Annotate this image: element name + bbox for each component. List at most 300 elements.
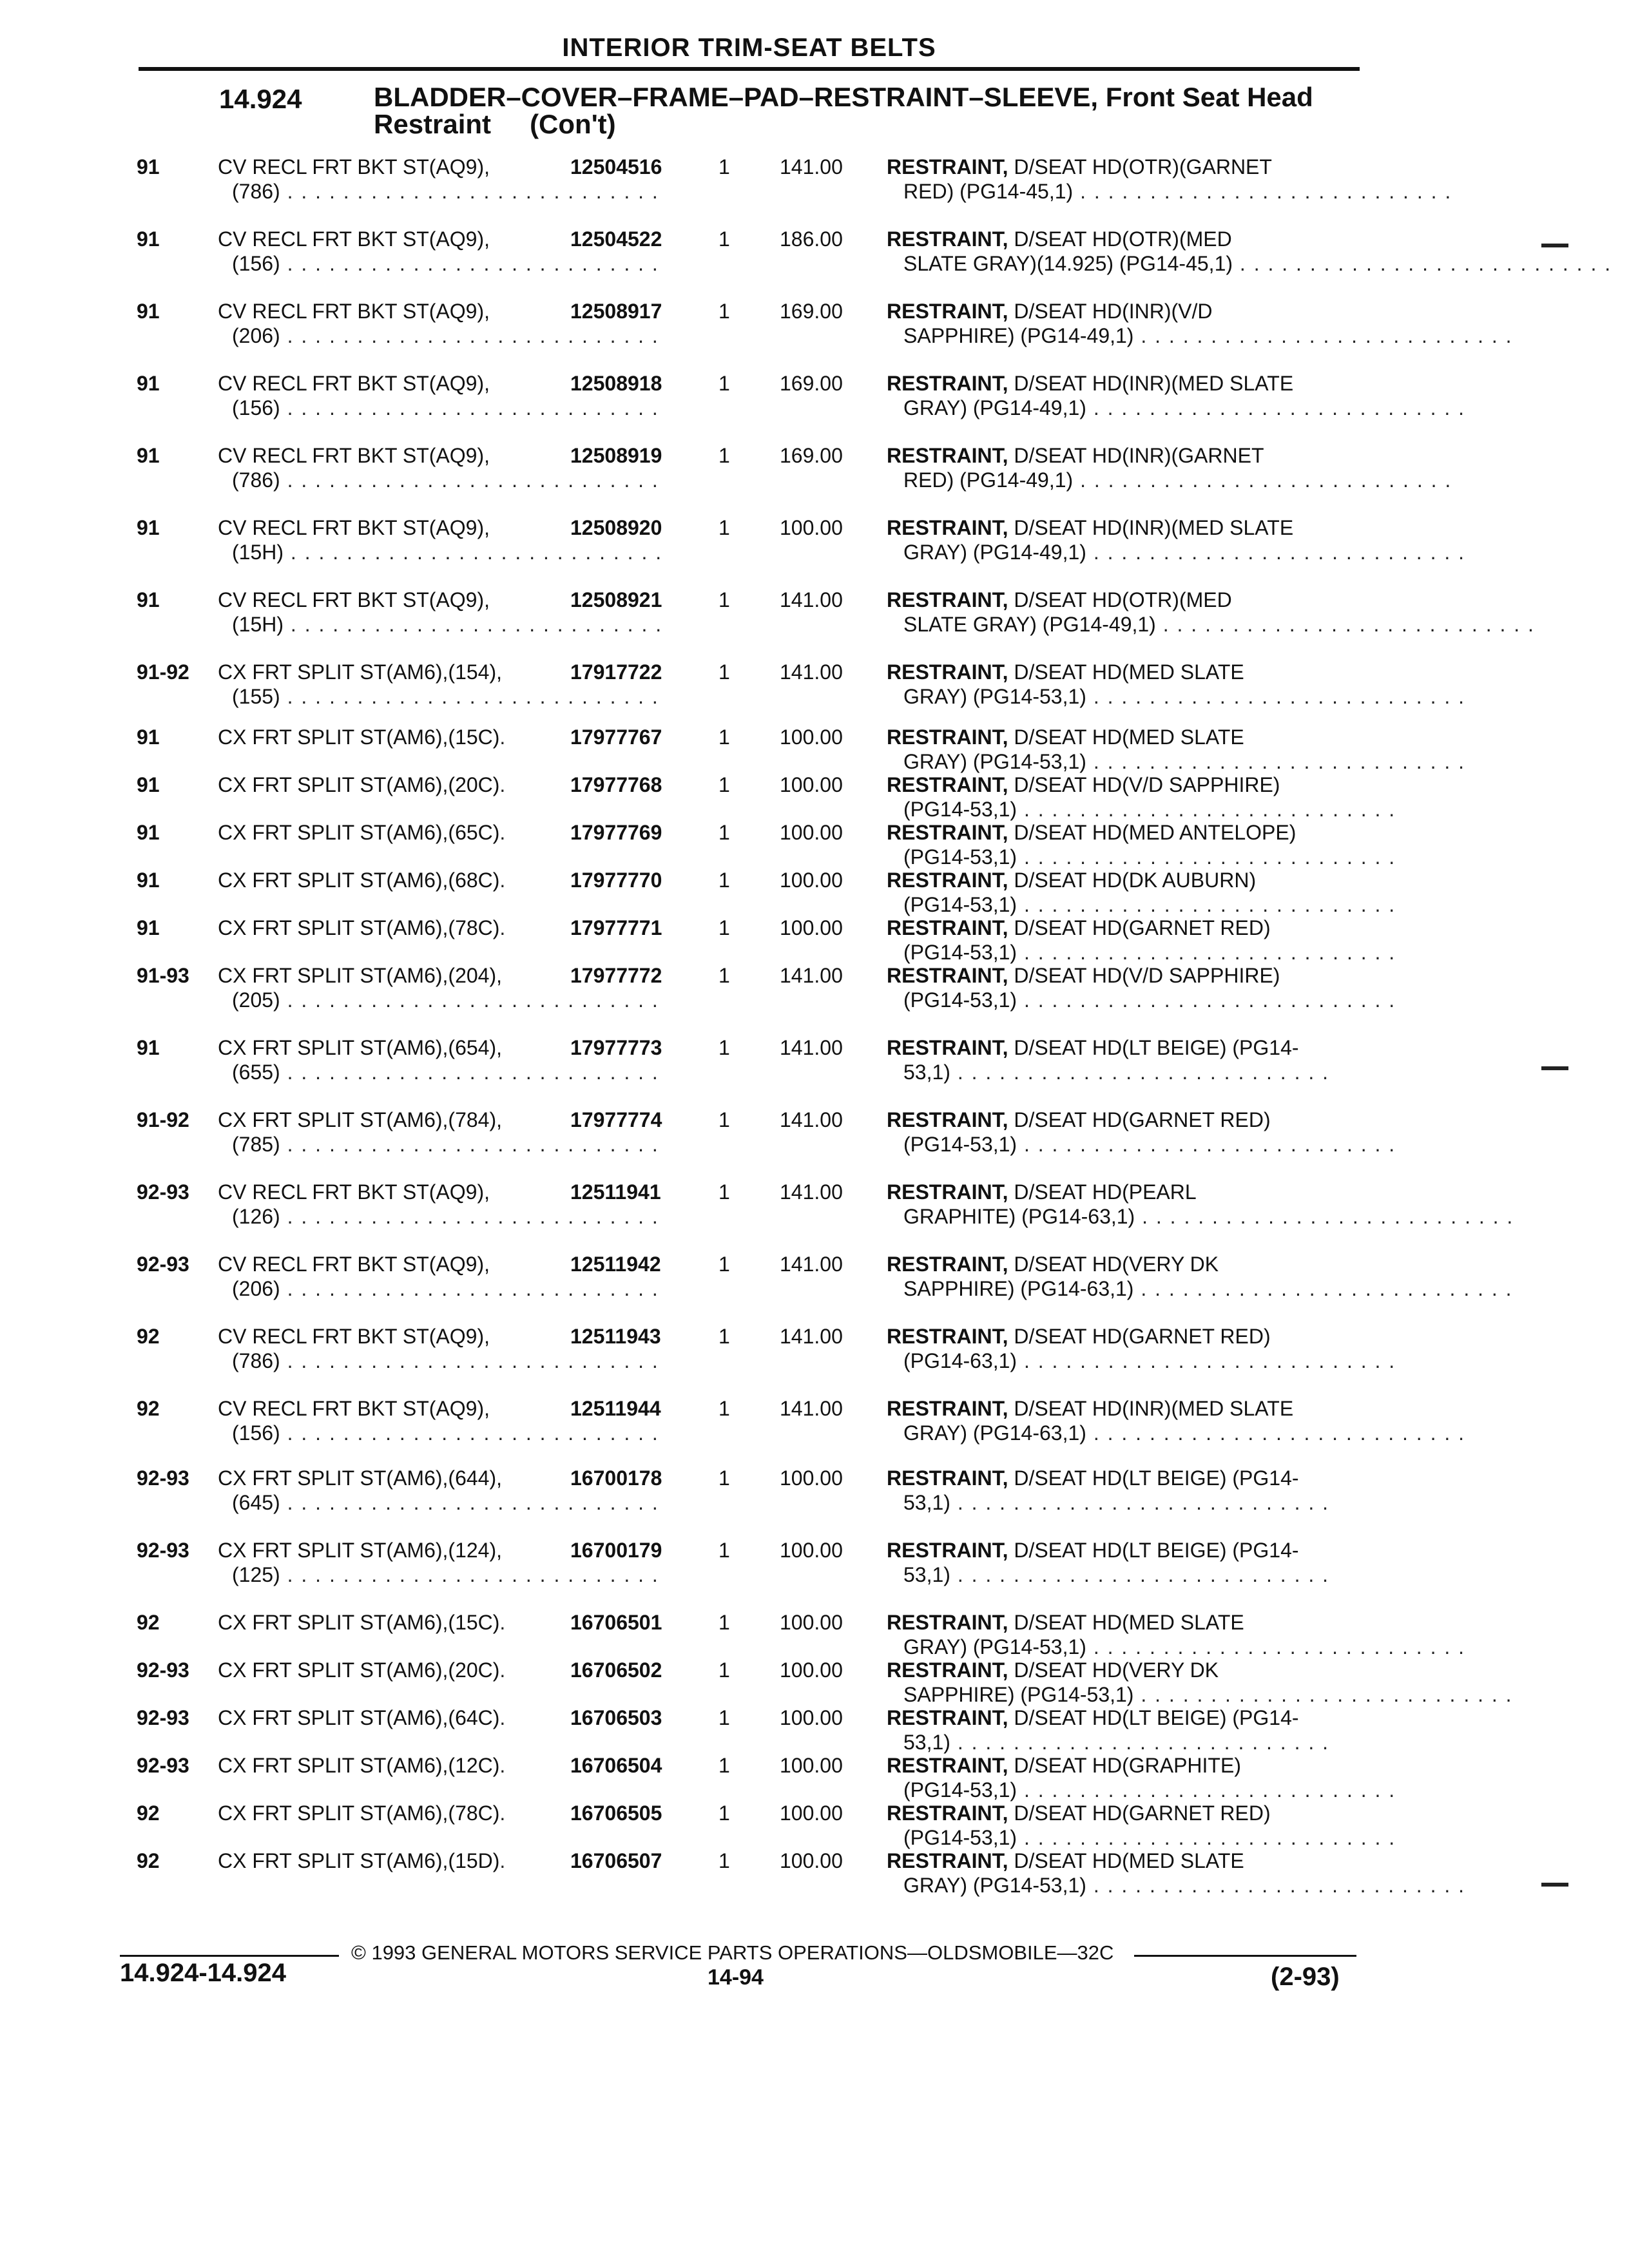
part-description-line-1 [887, 443, 1364, 468]
usage-line-1: CV RECL FRT BKT ST(AQ9), [218, 1325, 490, 1348]
model-year: 92-93 [137, 1658, 189, 1682]
part-description-line-2 [887, 1682, 1513, 1707]
quantity: 1 [718, 916, 730, 939]
usage-line-1: CX FRT SPLIT ST(AM6),(20C) [218, 773, 500, 796]
part-number: 16706503 [570, 1706, 662, 1729]
part-reference: (PG14-53,1) [903, 988, 1017, 1012]
part-description-line-1 [887, 155, 1364, 179]
price: 100.00 [780, 821, 843, 844]
part-detail: D/SEAT HD(LT BEIGE) (PG14- [1014, 1539, 1299, 1562]
usage-line-1: CX FRT SPLIT ST(AM6),(68C) [218, 869, 500, 892]
part-description-line-1 [887, 227, 1364, 251]
part-name: RESTRAINT, [887, 588, 1008, 611]
part-description-line-2 [887, 1562, 1364, 1587]
leader-dots: . . . . . . . . . . . . . . . . . . . . . . . . . . . [280, 1133, 659, 1156]
model-year: 91 [137, 227, 160, 251]
model-year: 92-93 [137, 1180, 189, 1204]
model-year: 91-92 [137, 660, 189, 684]
leader-dots: . . . . . . . . . . . . . . . . . . . . . . . . . . . [1017, 798, 1396, 821]
part-reference: (PG14-63,1) [903, 1349, 1017, 1372]
part-detail: D/SEAT HD(VERY DK [1014, 1658, 1219, 1682]
model-year: 91 [137, 300, 160, 323]
price: 141.00 [780, 964, 843, 987]
model-year: 92 [137, 1325, 160, 1348]
leader-dots: . [499, 1658, 507, 1682]
quantity: 1 [718, 726, 730, 749]
leader-dots: . [499, 773, 507, 796]
usage-line-1: CX FRT SPLIT ST(AM6),(15C) [218, 726, 500, 749]
part-name: RESTRAINT, [887, 155, 1008, 178]
part-description-line-2 [887, 1490, 1364, 1515]
part-name: RESTRAINT, [887, 726, 1008, 749]
usage-line-2 [218, 1204, 659, 1229]
usage-description [218, 916, 579, 940]
model-year: 91-93 [137, 964, 189, 987]
part-reference: 53,1) [903, 1491, 950, 1514]
part-description [887, 1324, 1396, 1373]
part-reference: GRAPHITE) (PG14-63,1) [903, 1205, 1135, 1228]
usage-line-1: CV RECL FRT BKT ST(AQ9), [218, 155, 490, 178]
part-reference: (PG14-53,1) [903, 893, 1017, 916]
part-number: 12511943 [570, 1325, 661, 1348]
part-detail: D/SEAT HD(MED SLATE [1014, 1849, 1244, 1872]
quantity: 1 [718, 1253, 730, 1276]
usage-line-2 [218, 251, 659, 276]
quantity: 1 [718, 1802, 730, 1825]
usage-trim-code: (786) [232, 468, 280, 492]
footer-page-number: 14-94 [708, 1965, 764, 1990]
part-description-line-2 [887, 845, 1396, 869]
usage-line-2 [218, 540, 663, 564]
price: 186.00 [780, 227, 843, 251]
usage-trim-code: (126) [232, 1205, 280, 1228]
usage-line-1: CX FRT SPLIT ST(AM6),(78C) [218, 916, 500, 939]
part-number: 17977771 [570, 916, 662, 939]
part-name: RESTRAINT, [887, 1397, 1008, 1420]
model-year: 91-92 [137, 1108, 189, 1131]
leader-dots: . . . . . . . . . . . . . . . . . . . . . . . . . . . [280, 1421, 659, 1445]
part-name: RESTRAINT, [887, 1658, 1008, 1682]
usage-line-1: CX FRT SPLIT ST(AM6),(64C) [218, 1706, 500, 1729]
part-name: RESTRAINT, [887, 916, 1008, 939]
usage-trim-code: (785) [232, 1133, 280, 1156]
usage-line-2 [218, 1060, 659, 1084]
model-year: 91 [137, 1036, 160, 1059]
price: 100.00 [780, 916, 843, 939]
part-detail: D/SEAT HD(LT BEIGE) (PG14- [1014, 1466, 1299, 1490]
leader-dots: . . . . . . . . . . . . . . . . . . . . . . . . . . . [280, 1491, 659, 1514]
leader-dots: . . . . . . . . . . . . . . . . . . . . . . . . . . . [1073, 180, 1452, 203]
continued-label: (Con't) [530, 109, 616, 139]
part-description-line-2 [887, 988, 1396, 1012]
leader-dots: . . . . . . . . . . . . . . . . . . . . . . . . . . . [1017, 941, 1396, 964]
model-year: 91 [137, 372, 160, 395]
part-detail: D/SEAT HD(LT BEIGE) (PG14- [1014, 1706, 1299, 1729]
part-reference: SAPPHIRE) (PG14-53,1) [903, 1683, 1134, 1706]
part-reference: (PG14-53,1) [903, 1826, 1017, 1849]
usage-description [218, 773, 579, 797]
leader-dots: . . . . . . . . . . . . . . . . . . . . . . . . . . . [280, 396, 659, 419]
section-number: 14.924 [219, 84, 302, 114]
usage-trim-code: (786) [232, 180, 280, 203]
price: 141.00 [780, 660, 843, 684]
quantity: 1 [718, 588, 730, 611]
part-reference: (PG14-53,1) [903, 1133, 1017, 1156]
part-description-line-2 [887, 540, 1466, 564]
part-number: 16706507 [570, 1849, 662, 1872]
leader-dots: . . . . . . . . . . . . . . . . . . . . . . . . . . . [280, 1277, 659, 1300]
footer-date: (2-93) [1271, 1963, 1340, 1991]
usage-description [218, 1658, 579, 1682]
usage-description [218, 1706, 579, 1730]
part-number: 16706505 [570, 1802, 662, 1825]
model-year: 91 [137, 726, 160, 749]
leader-dots: . . . . . . . . . . . . . . . . . . . . . . . . . . . [1086, 1635, 1466, 1658]
usage-line-1: CV RECL FRT BKT ST(AQ9), [218, 588, 490, 611]
part-number: 17977767 [570, 726, 662, 749]
usage-line-1: CV RECL FRT BKT ST(AQ9), [218, 1253, 490, 1276]
part-description-line-1 [887, 1035, 1364, 1060]
quantity: 1 [718, 1611, 730, 1634]
quantity: 1 [718, 773, 730, 796]
part-detail: D/SEAT HD(GARNET RED) [1014, 1325, 1271, 1348]
part-reference: SAPPHIRE) (PG14-49,1) [903, 324, 1134, 347]
quantity: 1 [718, 1325, 730, 1348]
margin-tick-mark [1541, 1883, 1568, 1887]
leader-dots: . . . . . . . . . . . . . . . . . . . . . . . . . . . [280, 685, 659, 708]
part-description-line-1 [887, 963, 1364, 988]
part-description-line-2 [887, 468, 1452, 492]
usage-line-1: CX FRT SPLIT ST(AM6),(15D) [218, 1849, 500, 1872]
part-detail: D/SEAT HD(MED SLATE [1014, 726, 1244, 749]
part-reference: (PG14-53,1) [903, 1778, 1017, 1802]
part-name: RESTRAINT, [887, 869, 1008, 892]
leader-dots: . . . . . . . . . . . . . . . . . . . . . . . . . . . [1086, 750, 1466, 773]
part-detail: D/SEAT HD(V/D SAPPHIRE) [1014, 964, 1280, 987]
part-name: RESTRAINT, [887, 227, 1008, 251]
part-detail: D/SEAT HD(MED ANTELOPE) [1014, 821, 1296, 844]
leader-dots: . . . . . . . . . . . . . . . . . . . . . . . . . . . [1233, 252, 1612, 275]
price: 100.00 [780, 1706, 843, 1729]
running-head: INTERIOR TRIM-SEAT BELTS [562, 34, 936, 62]
part-name: RESTRAINT, [887, 444, 1008, 467]
part-number: 12508920 [570, 516, 662, 539]
part-description-line-1 [887, 1801, 1364, 1825]
usage-line-2 [218, 179, 659, 204]
footer-rule-left [120, 1955, 339, 1957]
part-name: RESTRAINT, [887, 1802, 1008, 1825]
part-reference: (PG14-53,1) [903, 798, 1017, 821]
leader-dots: . . . . . . . . . . . . . . . . . . . . . . . . . . . [1135, 1205, 1514, 1228]
usage-line-1: CX FRT SPLIT ST(AM6),(20C) [218, 1658, 500, 1682]
part-description [887, 1801, 1396, 1850]
quantity: 1 [718, 227, 730, 251]
part-detail: D/SEAT HD(GARNET RED) [1014, 1802, 1271, 1825]
footer-copyright: © 1993 GENERAL MOTORS SERVICE PARTS OPERATIONS—OLDSMOBILE—32C [351, 1941, 1114, 1964]
leader-dots: . . . . . . . . . . . . . . . . . . . . . . . . . . . [950, 1563, 1330, 1586]
part-name: RESTRAINT, [887, 660, 1008, 684]
model-year: 92-93 [137, 1466, 189, 1490]
part-description [887, 1538, 1364, 1587]
leader-dots: . [499, 1611, 507, 1634]
leader-dots: . . . . . . . . . . . . . . . . . . . . . . . . . . . [950, 1491, 1330, 1514]
usage-line-2 [218, 1132, 659, 1157]
model-year: 91 [137, 916, 160, 939]
model-year: 92-93 [137, 1253, 189, 1276]
part-detail: D/SEAT HD(OTR)(MED [1014, 227, 1232, 251]
usage-trim-code: (156) [232, 252, 280, 275]
leader-dots: . . . . . . . . . . . . . . . . . . . . . . . . . . . [284, 541, 663, 564]
usage-line-1: CX FRT SPLIT ST(AM6),(65C) [218, 821, 500, 844]
part-detail: D/SEAT HD(PEARL [1014, 1180, 1197, 1204]
leader-dots: . . . . . . . . . . . . . . . . . . . . . . . . . . . [280, 988, 659, 1012]
part-reference: GRAY) (PG14-53,1) [903, 1874, 1086, 1897]
usage-line-1: CV RECL FRT BKT ST(AQ9), [218, 300, 490, 323]
quantity: 1 [718, 821, 730, 844]
price: 100.00 [780, 1611, 843, 1634]
usage-line-2 [218, 323, 659, 348]
part-description [887, 443, 1452, 492]
usage-trim-code: (655) [232, 1061, 280, 1084]
usage-description [218, 725, 579, 749]
price: 141.00 [780, 1108, 843, 1131]
part-reference: GRAY) (PG14-63,1) [903, 1421, 1086, 1445]
part-detail: D/SEAT HD(OTR)(MED [1014, 588, 1232, 611]
part-description-line-1 [887, 916, 1364, 940]
quantity: 1 [718, 1466, 730, 1490]
leader-dots: . . . . . . . . . . . . . . . . . . . . . . . . . . . [280, 468, 659, 492]
part-reference: (PG14-53,1) [903, 941, 1017, 964]
part-description-line-1 [887, 660, 1364, 684]
leader-dots: . [499, 821, 507, 844]
usage-trim-code: (156) [232, 396, 280, 419]
model-year: 91 [137, 588, 160, 611]
leader-dots: . . . . . . . . . . . . . . . . . . . . . . . . . . . [1017, 1349, 1396, 1372]
part-name: RESTRAINT, [887, 1466, 1008, 1490]
price: 100.00 [780, 869, 843, 892]
part-description-line-1 [887, 773, 1364, 797]
price: 169.00 [780, 444, 843, 467]
usage-line-2 [218, 1421, 659, 1445]
part-description-line-2 [887, 1730, 1364, 1754]
usage-line-1: CV RECL FRT BKT ST(AQ9), [218, 516, 490, 539]
part-number: 17977769 [570, 821, 662, 844]
leader-dots: . . . . . . . . . . . . . . . . . . . . . . . . . . . [1017, 893, 1396, 916]
usage-line-1: CX FRT SPLIT ST(AM6),(154), [218, 660, 502, 684]
part-description-line-2 [887, 1349, 1396, 1373]
quantity: 1 [718, 1539, 730, 1562]
part-description [887, 1108, 1396, 1157]
model-year: 91 [137, 444, 160, 467]
leader-dots: . . . . . . . . . . . . . . . . . . . . . . . . . . . [1017, 845, 1396, 869]
quantity: 1 [718, 1754, 730, 1777]
part-description [887, 725, 1466, 774]
part-description-line-2 [887, 1421, 1466, 1445]
part-description-line-2 [887, 1635, 1466, 1659]
part-detail: D/SEAT HD(LT BEIGE) (PG14- [1014, 1036, 1299, 1059]
part-description-line-2 [887, 612, 1535, 637]
part-number: 16700179 [570, 1539, 662, 1562]
part-description-line-1 [887, 1466, 1364, 1490]
part-description-line-2 [887, 1778, 1396, 1802]
model-year: 92-93 [137, 1539, 189, 1562]
leader-dots: . . . . . . . . . . . . . . . . . . . . . . . . . . . [1086, 1421, 1466, 1445]
price: 100.00 [780, 1658, 843, 1682]
leader-dots: . . . . . . . . . . . . . . . . . . . . . . . . . . . [280, 1349, 659, 1372]
part-number: 17917722 [570, 660, 662, 684]
price: 141.00 [780, 155, 843, 178]
part-detail: D/SEAT HD(GARNET RED) [1014, 1108, 1271, 1131]
usage-line-1: CX FRT SPLIT ST(AM6),(654), [218, 1036, 502, 1059]
part-description [887, 515, 1466, 564]
part-reference: 53,1) [903, 1061, 950, 1084]
usage-line-1: CV RECL FRT BKT ST(AQ9), [218, 444, 490, 467]
part-description-line-2 [887, 749, 1466, 774]
part-description-line-2 [887, 940, 1396, 965]
model-year: 91 [137, 516, 160, 539]
usage-line-1: CV RECL FRT BKT ST(AQ9), [218, 1397, 490, 1420]
part-description [887, 916, 1396, 965]
part-description [887, 1753, 1396, 1802]
model-year: 92-93 [137, 1754, 189, 1777]
part-number: 17977772 [570, 964, 662, 987]
part-description-line-2 [887, 892, 1396, 917]
leader-dots: . . . . . . . . . . . . . . . . . . . . . . . . . . . [1133, 1277, 1513, 1300]
part-description-line-1 [887, 1538, 1364, 1562]
usage-trim-code: (125) [232, 1563, 280, 1586]
part-detail: D/SEAT HD(V/D SAPPHIRE) [1014, 773, 1280, 796]
usage-line-1: CX FRT SPLIT ST(AM6),(204), [218, 964, 502, 987]
part-name: RESTRAINT, [887, 1706, 1008, 1729]
leader-dots: . [499, 1754, 507, 1777]
usage-trim-code: (645) [232, 1491, 280, 1514]
part-description [887, 1180, 1514, 1229]
footer-section-range: 14.924-14.924 [120, 1959, 287, 1987]
part-description-line-2 [887, 797, 1396, 822]
part-detail: D/SEAT HD(INR)(MED SLATE [1014, 372, 1294, 395]
price: 141.00 [780, 1397, 843, 1420]
part-number: 12508917 [570, 300, 662, 323]
quantity: 1 [718, 300, 730, 323]
part-description [887, 371, 1466, 420]
part-description-line-1 [887, 1753, 1364, 1778]
leader-dots: . [499, 1849, 507, 1872]
margin-tick-mark [1541, 1066, 1568, 1070]
part-description-line-1 [887, 1180, 1364, 1204]
part-name: RESTRAINT, [887, 1539, 1008, 1562]
part-number: 17977774 [570, 1108, 662, 1131]
model-year: 92 [137, 1802, 160, 1825]
usage-description [218, 1849, 579, 1873]
part-description-line-1 [887, 588, 1364, 612]
part-number: 12508921 [570, 588, 662, 611]
section-title-line1: BLADDER–COVER–FRAME–PAD–RESTRAINT–SLEEVE, Front Seat Head [374, 82, 1313, 112]
usage-line-1: CX FRT SPLIT ST(AM6),(124), [218, 1539, 502, 1562]
part-description-line-2 [887, 1060, 1364, 1084]
usage-line-1: CX FRT SPLIT ST(AM6),(644), [218, 1466, 502, 1490]
usage-line-2 [218, 612, 663, 637]
part-name: RESTRAINT, [887, 773, 1008, 796]
usage-line-2 [218, 468, 659, 492]
usage-line-1: CV RECL FRT BKT ST(AQ9), [218, 227, 490, 251]
leader-dots: . [499, 869, 507, 892]
leader-dots: . . . . . . . . . . . . . . . . . . . . . . . . . . . [1086, 396, 1466, 419]
model-year: 91 [137, 869, 160, 892]
usage-trim-code: (15H) [232, 541, 284, 564]
part-detail: D/SEAT HD(MED SLATE [1014, 1611, 1244, 1634]
leader-dots: . . . . . . . . . . . . . . . . . . . . . . . . . . . [1073, 468, 1452, 492]
part-number: 12511942 [570, 1253, 661, 1276]
part-description-line-1 [887, 1658, 1364, 1682]
usage-line-1: CX FRT SPLIT ST(AM6),(78C) [218, 1802, 500, 1825]
usage-line-2 [218, 988, 659, 1012]
part-reference: SAPPHIRE) (PG14-63,1) [903, 1277, 1134, 1300]
part-detail: D/SEAT HD(INR)(MED SLATE [1014, 516, 1294, 539]
price: 100.00 [780, 773, 843, 796]
model-year: 91 [137, 821, 160, 844]
leader-dots: . . . . . . . . . . . . . . . . . . . . . . . . . . . [1133, 1683, 1513, 1706]
leader-dots: . [499, 1706, 507, 1729]
usage-description [218, 820, 579, 845]
part-description [887, 963, 1396, 1012]
leader-dots: . . . . . . . . . . . . . . . . . . . . . . . . . . . [280, 252, 659, 275]
part-name: RESTRAINT, [887, 1611, 1008, 1634]
price: 169.00 [780, 300, 843, 323]
part-number: 12508919 [570, 444, 662, 467]
usage-line-1: CX FRT SPLIT ST(AM6),(784), [218, 1108, 502, 1131]
part-description-line-1 [887, 1849, 1364, 1873]
part-name: RESTRAINT, [887, 821, 1008, 844]
leader-dots: . . . . . . . . . . . . . . . . . . . . . . . . . . . [1086, 685, 1466, 708]
margin-tick-mark [1541, 244, 1568, 247]
part-number: 12511944 [570, 1397, 661, 1420]
part-description [887, 1252, 1513, 1301]
usage-trim-code: (156) [232, 1421, 280, 1445]
leader-dots: . . . . . . . . . . . . . . . . . . . . . . . . . . . [1155, 613, 1535, 636]
part-number: 16706504 [570, 1754, 662, 1777]
usage-description [218, 1753, 579, 1778]
usage-line-2 [218, 1490, 659, 1515]
part-description-line-1 [887, 1610, 1364, 1635]
part-name: RESTRAINT, [887, 1849, 1008, 1872]
part-name: RESTRAINT, [887, 1036, 1008, 1059]
part-description [887, 299, 1513, 348]
part-description-line-1 [887, 1252, 1364, 1276]
part-name: RESTRAINT, [887, 1325, 1008, 1348]
usage-trim-code: (155) [232, 685, 280, 708]
quantity: 1 [718, 1180, 730, 1204]
part-number: 16700178 [570, 1466, 662, 1490]
part-reference: GRAY) (PG14-49,1) [903, 396, 1086, 419]
usage-line-2 [218, 1276, 659, 1301]
part-reference: 53,1) [903, 1563, 950, 1586]
part-reference: RED) (PG14-45,1) [903, 180, 1074, 203]
price: 100.00 [780, 1849, 843, 1872]
price: 100.00 [780, 726, 843, 749]
model-year: 92-93 [137, 1706, 189, 1729]
part-description [887, 1466, 1364, 1515]
part-detail: D/SEAT HD(VERY DK [1014, 1253, 1219, 1276]
part-number: 17977770 [570, 869, 662, 892]
usage-line-2 [218, 1349, 659, 1373]
part-description-line-2 [887, 1276, 1513, 1301]
leader-dots: . . . . . . . . . . . . . . . . . . . . . . . . . . . [950, 1731, 1330, 1754]
part-description-line-1 [887, 1324, 1364, 1349]
part-description-line-1 [887, 1108, 1364, 1132]
part-detail: D/SEAT HD(DK AUBURN) [1014, 869, 1257, 892]
leader-dots: . . . . . . . . . . . . . . . . . . . . . . . . . . . [280, 324, 659, 347]
part-reference: SLATE GRAY)(14.925) (PG14-45,1) [903, 252, 1233, 275]
